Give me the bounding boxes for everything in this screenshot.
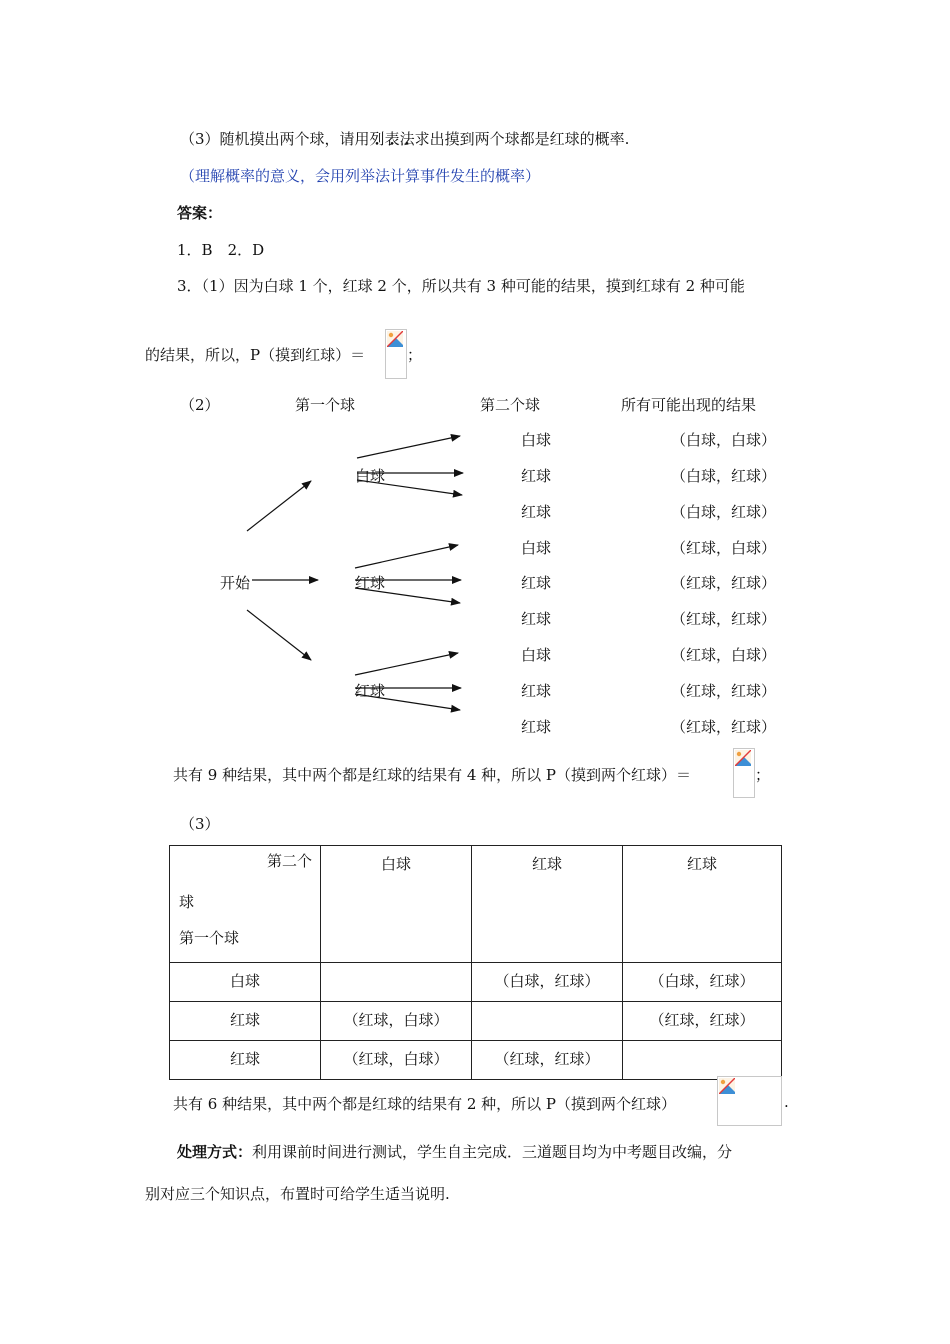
table-cell	[321, 963, 472, 1002]
tree-second-node: 白球	[521, 539, 552, 557]
cell-text: （白球，红球）	[649, 972, 755, 990]
tree-second-node: 红球	[521, 503, 552, 521]
method-line-2: 别对应三个知识点，布置时可给学生适当说明.	[145, 1185, 450, 1203]
tree-second-node: 红球	[521, 467, 552, 485]
emphasized-char: 表	[384, 130, 400, 148]
table-part-label: （3）	[180, 815, 220, 833]
tree-col-second: 第二个球	[480, 396, 541, 414]
tree-result: （红球，白球）	[671, 646, 777, 664]
tree-summary: 共有 9 种结果，其中两个都是红球的结果有 4 种，所以 P（摸到两个红球）＝	[173, 766, 692, 784]
question-3-part-a: （3）随机摸出两个球，请用	[180, 130, 370, 148]
cell-text: （白球，红球）	[494, 972, 600, 990]
arrow-start-to-first-1	[247, 481, 311, 531]
method-text-1: 利用课前时间进行测试，学生自主完成．三道题目均为中考题目改编，分	[252, 1143, 733, 1161]
tree-col-results: 所有可能出现的结果	[621, 396, 757, 414]
row-label	[170, 963, 321, 1002]
table-cell	[623, 1002, 782, 1041]
tree-result: （红球，红球）	[671, 682, 777, 700]
cell-text: （红球，白球）	[343, 1050, 449, 1068]
tree-result: （白球，红球）	[671, 503, 777, 521]
tree-result: （红球，白球）	[671, 539, 777, 557]
tree-result: （白球，白球）	[671, 431, 777, 449]
table-row	[170, 1002, 782, 1041]
row-label-text: 红球	[229, 1050, 260, 1068]
cell-text: （红球，红球）	[649, 1011, 755, 1029]
tree-part-label: （2）	[180, 396, 220, 414]
image-placeholder-icon	[719, 1078, 735, 1094]
objective-note: （理解概率的意义，会用列举法计算事件发生的概率）	[180, 167, 541, 185]
tree-first-node-3: 红球	[355, 682, 386, 700]
tree-start: 开始	[220, 574, 251, 592]
col-header-text: 白球	[380, 855, 411, 873]
answer-heading: 答案：	[177, 204, 223, 222]
tree-result: （白球，红球）	[671, 467, 777, 485]
table-row	[170, 963, 782, 1002]
arrow-b3-1	[355, 653, 458, 675]
col-header-text: 红球	[686, 855, 717, 873]
table-cell	[623, 963, 782, 1002]
table-cell	[472, 963, 623, 1002]
cell-text: （红球，白球）	[343, 1011, 449, 1029]
row-label	[170, 1002, 321, 1041]
table-cell	[623, 1041, 782, 1080]
row-label	[170, 1041, 321, 1080]
answer-3-line-2: 的结果，所以，P（摸到红球）＝	[145, 346, 366, 364]
arrow-b1-1	[357, 436, 460, 458]
period: .	[784, 1093, 789, 1111]
emphasized-char: 列	[369, 130, 385, 148]
arrow-start-to-first-3	[247, 610, 311, 660]
cell-text	[623, 1041, 781, 1079]
answer-3-line-1: 3．（1）因为白球 1 个，红球 2 个，所以共有 3 种可能的结果，摸到红球有 2 种可能	[177, 277, 745, 295]
table-cell	[472, 1041, 623, 1080]
semicolon-2: ；	[755, 766, 771, 784]
corner-second-ball: 第二个	[266, 852, 312, 870]
col-header-text: 红球	[531, 855, 562, 873]
image-placeholder-icon	[735, 750, 751, 766]
corner-first-ball: 第一个球	[179, 929, 240, 947]
table-col-header	[472, 846, 623, 963]
tree-second-node: 红球	[521, 574, 552, 592]
method-label: 处理方式：	[177, 1143, 253, 1161]
tree-result: （红球，红球）	[671, 574, 777, 592]
semicolon-1: ；	[407, 346, 423, 364]
tree-col-first: 第一个球	[295, 396, 356, 414]
row-label-text: 白球	[229, 972, 260, 990]
table-cell	[321, 1041, 472, 1080]
table-header-row	[170, 846, 782, 963]
cell-text	[321, 963, 471, 1001]
fraction-image-3	[717, 1076, 782, 1126]
tree-second-node: 红球	[521, 610, 552, 628]
method-line-1	[177, 1141, 732, 1162]
emphasized-char: 法	[399, 130, 415, 148]
row-label-text: 红球	[229, 1011, 260, 1029]
tree-first-node-1: 白球	[355, 467, 386, 485]
table-corner-cell	[170, 846, 321, 963]
tree-result: （红球，红球）	[671, 718, 777, 736]
tree-second-node: 白球	[521, 646, 552, 664]
tree-second-node: 红球	[521, 682, 552, 700]
table-cell	[472, 1002, 623, 1041]
table-col-header	[623, 846, 782, 963]
question-3-part-b: 求出摸到两个球都是红球的概率.	[414, 130, 630, 148]
arrow-b2-1	[355, 545, 458, 568]
cell-text: （红球，红球）	[494, 1050, 600, 1068]
cell-text	[472, 1002, 622, 1040]
outcome-table	[169, 845, 782, 1080]
table-cell	[321, 1002, 472, 1041]
table-col-header	[321, 846, 472, 963]
tree-second-node: 白球	[521, 431, 552, 449]
tree-result: （红球，红球）	[671, 610, 777, 628]
corner-ball: 球	[179, 893, 195, 911]
tree-first-node-2: 红球	[355, 574, 386, 592]
fraction-image-2	[733, 748, 755, 798]
tree-second-node: 红球	[521, 718, 552, 736]
table-summary: 共有 6 种结果，其中两个都是红球的结果有 2 种，所以 P（摸到两个红球）	[173, 1095, 677, 1113]
table-row	[170, 1041, 782, 1080]
answer-1-2: 1．B 2．D	[177, 241, 265, 259]
